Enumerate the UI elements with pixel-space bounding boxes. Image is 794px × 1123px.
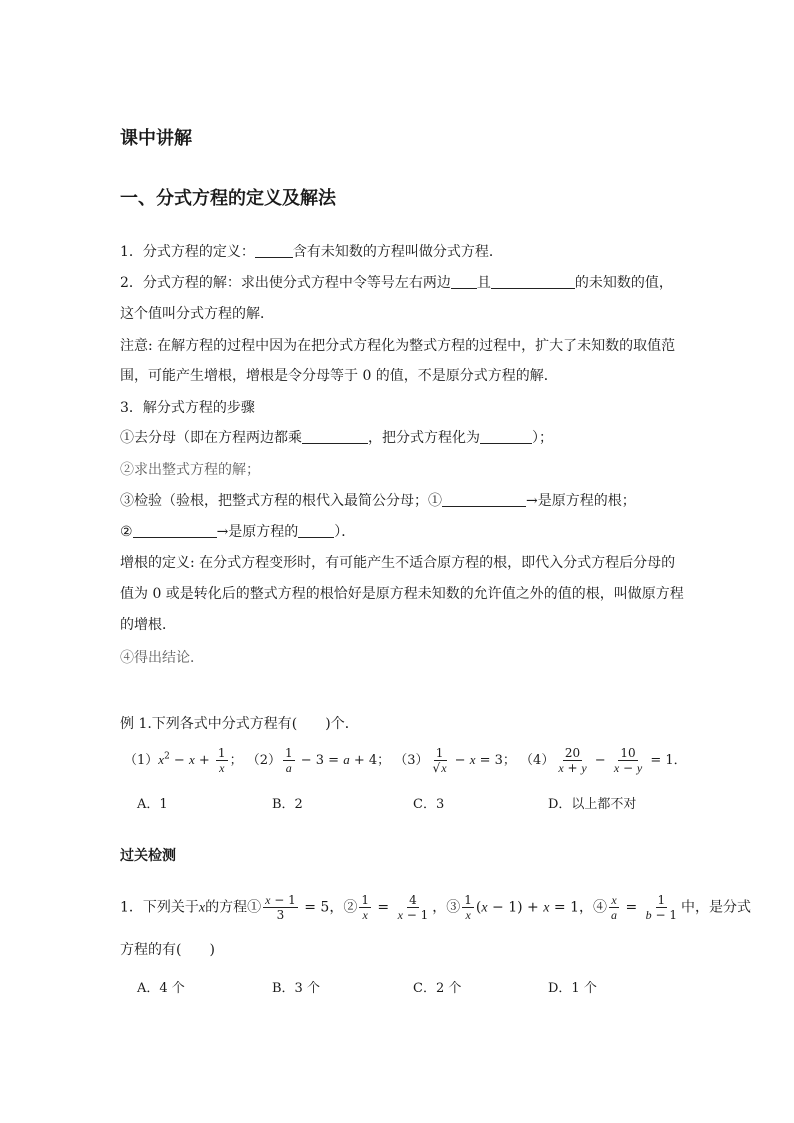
- extra-root-def-1: 增根的定义: 在分式方程变形时，有可能产生不适合原方程的根，即代入分式方程后分母的: [120, 555, 676, 571]
- step3-line-2: [120, 522, 355, 542]
- example1-option-b[interactable]: B．2: [272, 797, 303, 812]
- fraction: $\frac{1}{x}$: [464, 893, 472, 922]
- q1-text-end: 中，是分式: [680, 899, 751, 916]
- fill-blank[interactable]: [133, 523, 217, 538]
- q1-option-b[interactable]: B．3 个: [272, 981, 320, 996]
- fraction: $\frac{x - 1}{3}$: [265, 893, 296, 922]
- fraction: $\frac{20}{x + y}$: [558, 746, 587, 775]
- example1-equations: $(1)x^2 - x$ + $\frac{1}{x}$ ； （2） $\frac{1}{a}$ − 3 = a + 4； （3） $\frac{1}{√x}$ − x = 3； （4） $\frac{20}{x + y}$ − $\frac{10}{x - y}$ = 1．: [124, 746, 687, 775]
- solution-mid: 且: [476, 275, 491, 291]
- fraction: $\frac{10}{x - y}$: [613, 746, 643, 775]
- example1-question: 例 1.下列各式中分式方程有( )个．: [120, 716, 359, 732]
- note-line-2: 围，可能产生增根，增根是令分母等于 0 的值，不是原分式方程的解．: [120, 368, 558, 384]
- definition-suffix: 含有未知数的方程叫做分式方程．: [292, 244, 503, 260]
- definition-line: [120, 242, 503, 262]
- step1-text-a: ①去分母（即在方程两边都乘: [120, 430, 302, 446]
- solution-suffix: 的未知数的值，: [574, 275, 673, 291]
- q1-line-2: 方程的有( ): [120, 942, 215, 958]
- fraction: $\frac{1}{√x}$: [432, 746, 447, 775]
- q1-line-1: 1．下列关于x的方程① $\frac{x - 1}{3}$ = 5，② $\frac{1}{x}$ = $\frac{4}{x - 1}$ ，③ $\frac{1}{x}$ (x − 1) + x = 1，④ $\frac{x}{a}$ = $\frac{1}{b - 1}$ 中，是分式: [120, 893, 751, 922]
- step3-text-b: →是原方程的根；: [526, 493, 636, 509]
- fraction: $\frac{1}{x}$: [217, 746, 226, 775]
- step3-text-d: →是原方程的: [216, 524, 299, 540]
- q1-option-c[interactable]: C．2 个: [413, 981, 462, 996]
- step1-text-b: ，把分式方程化为: [368, 430, 480, 446]
- q1-text-c: 的方程: [205, 899, 248, 916]
- fill-blank[interactable]: [302, 429, 368, 444]
- subsection-title: 一、分式方程的定义及解法: [120, 188, 336, 209]
- extra-root-def-3: 的增根．: [120, 617, 176, 633]
- step1-text-c: ）；: [532, 430, 553, 446]
- fill-blank[interactable]: [298, 523, 334, 538]
- fraction: $\frac{x}{a}$: [611, 893, 618, 922]
- fill-blank[interactable]: [451, 274, 477, 289]
- fraction: $\frac{1}{a}$: [284, 746, 293, 775]
- fill-blank[interactable]: [480, 429, 532, 444]
- q1-var: x: [198, 900, 206, 916]
- example1-option-c[interactable]: C．3: [413, 797, 445, 812]
- fill-blank[interactable]: [442, 492, 526, 507]
- step3-text-a: ③检验（验根，把整式方程的根代入最简公分母；①: [120, 493, 442, 509]
- note-line-1: 注意: 在解方程的过程中因为在把分式方程化为整式方程的过程中，扩大了未知数的取值范: [120, 338, 676, 354]
- solution-prefix: 2．分式方程的解：求出使分式方程中令等号左右两边: [120, 275, 451, 291]
- fraction: $\frac{1}{b - 1}$: [645, 893, 677, 922]
- solution-line: [120, 273, 673, 293]
- step2-line: ②求出整式方程的解；: [120, 462, 260, 478]
- q1-option-a[interactable]: A．4 个: [137, 981, 185, 996]
- section-title: 课中讲解: [120, 128, 192, 149]
- example1-option-a[interactable]: A．1: [137, 797, 168, 812]
- fill-blank[interactable]: [255, 243, 293, 258]
- fraction: $\frac{4}{x - 1}$: [397, 893, 429, 922]
- step3-text-c: ②: [120, 524, 133, 540]
- extra-root-def-2: 值为 0 或是转化后的整式方程的根恰好是原方程未知数的允许值之外的值的根，叫做原方程: [120, 586, 684, 602]
- step3-line-1: [120, 491, 636, 511]
- q1-text-a: 1．下列关于: [120, 899, 199, 916]
- definition-prefix: 1．分式方程的定义：: [120, 244, 255, 260]
- fraction: $\frac{1}{x}$: [361, 893, 369, 922]
- example1-option-d[interactable]: D．以上都不对: [548, 797, 637, 812]
- step3-text-e: ）．: [334, 524, 356, 540]
- steps-title: 3．解分式方程的步骤: [120, 400, 255, 416]
- fill-blank[interactable]: [491, 274, 575, 289]
- solution-line-2: 这个值叫分式方程的解．: [120, 306, 274, 322]
- q1-option-d[interactable]: D．1 个: [548, 981, 597, 996]
- step4-line: ④得出结论．: [120, 650, 204, 666]
- step1-line: [120, 428, 553, 448]
- checkpoint-title: 过关检测: [120, 848, 176, 864]
